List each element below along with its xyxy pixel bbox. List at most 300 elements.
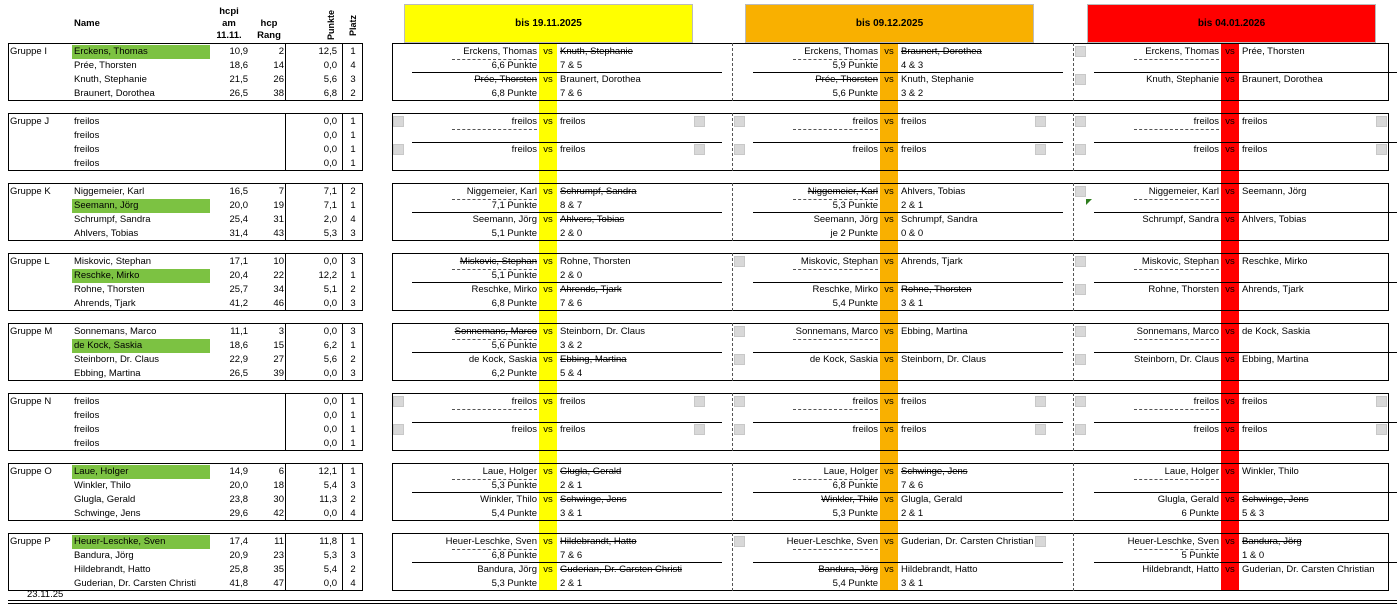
match-player-right[interactable]: Schwinge, Jens (560, 494, 627, 505)
player-name[interactable]: freilos (74, 116, 100, 127)
player-platz: 1 (350, 438, 356, 449)
match-player-left[interactable]: Heuer-Leschke, Sven (786, 536, 878, 547)
player-name[interactable]: Reschke, Mirko (72, 269, 210, 283)
player-rang: 46 (273, 298, 284, 309)
round-divider (732, 253, 733, 311)
match-player-left[interactable]: de Kock, Saskia (468, 354, 537, 365)
player-name[interactable]: Erckens, Thomas (72, 45, 210, 59)
match-player-left[interactable]: freilos (852, 424, 878, 435)
player-name[interactable]: Steinborn, Dr. Claus (74, 354, 160, 365)
player-punkte: 12,5 (318, 46, 337, 57)
player-punkte: 0,0 (323, 438, 337, 449)
player-hcpi (212, 423, 248, 437)
round-divider (1073, 393, 1074, 451)
player-name[interactable]: Hildebrandt, Hatto (74, 564, 151, 575)
player-name[interactable]: freilos (74, 410, 100, 421)
round-divider (1073, 113, 1074, 171)
vs-label: vs (884, 116, 894, 127)
player-rang (254, 437, 284, 451)
vs-label: vs (543, 144, 553, 155)
vs-label: vs (543, 74, 553, 85)
player-platz: 1 (350, 46, 356, 57)
vs-label: vs (543, 396, 553, 407)
match-checkbox-right[interactable] (1376, 144, 1387, 155)
player-hcpi (212, 437, 248, 451)
match-player-right[interactable]: freilos (901, 396, 927, 407)
player-punkte: 2,0 (323, 214, 337, 225)
player-rang: 34 (273, 284, 284, 295)
player-hcpi: 26,5 (229, 88, 248, 99)
vs-label: vs (1225, 564, 1235, 575)
player-name[interactable]: Guderian, Dr. Carsten Christi (74, 578, 196, 589)
match-points: 6,8 Punkte (832, 480, 878, 491)
match-player-right[interactable]: Glugla, Gerald (901, 494, 963, 505)
vs-label: vs (1225, 536, 1235, 547)
player-hcpi: 23,8 (229, 494, 248, 505)
match-player-right[interactable]: Braunert, Dorothea (1242, 74, 1323, 85)
player-rang: 14 (273, 60, 284, 71)
match-player-left[interactable]: Seemann, Jörg (813, 214, 878, 225)
player-platz: 3 (350, 480, 356, 491)
player-platz: 1 (350, 130, 356, 141)
match-player-right[interactable]: Steinborn, Dr. Claus (901, 354, 987, 365)
match-checkbox-right[interactable] (1376, 116, 1387, 127)
player-platz: 1 (350, 340, 356, 351)
player-name[interactable]: Heuer-Leschke, Sven (72, 535, 210, 549)
player-platz: 2 (350, 354, 356, 365)
match-player-left[interactable]: freilos (511, 144, 537, 155)
match-player-right[interactable]: Schwinge, Jens (1242, 494, 1309, 505)
match-points: 6,2 Punkte (491, 368, 537, 379)
match-player-left[interactable]: freilos (852, 396, 878, 407)
match-checkbox[interactable] (734, 396, 745, 407)
round-divider (1073, 43, 1074, 101)
match-checkbox[interactable] (1075, 256, 1086, 267)
match-player-left[interactable]: Laue, Holger (1164, 466, 1219, 477)
match-checkbox[interactable] (734, 424, 745, 435)
match-points: 6,8 Punkte (491, 550, 537, 561)
vs-label: vs (543, 466, 553, 477)
player-hcpi: 10,9 (229, 46, 248, 57)
match-checkbox[interactable] (734, 116, 745, 127)
match-checkbox-right[interactable] (694, 144, 705, 155)
match-player-right[interactable]: Schrumpf, Sandra (901, 214, 978, 225)
match-checkbox[interactable] (1075, 326, 1086, 337)
match-player-left[interactable]: Miskovic, Stephan (1141, 256, 1219, 267)
match-separator-dashed (793, 59, 878, 60)
player-punkte: 12,1 (318, 466, 337, 477)
match-player-right[interactable]: Bandura, Jörg (1242, 536, 1302, 547)
vs-label: vs (1225, 256, 1235, 267)
vs-label: vs (884, 466, 894, 477)
match-player-right[interactable]: Ahlvers, Tobias (1242, 214, 1307, 225)
player-name[interactable]: Braunert, Dorothea (74, 88, 155, 99)
match-player-right[interactable]: Knuth, Stephanie (901, 74, 974, 85)
match-player-right[interactable]: freilos (560, 396, 586, 407)
match-separator-dashed (452, 199, 537, 200)
match-points: 5,9 Punkte (832, 60, 878, 71)
player-hcpi: 20,4 (229, 270, 248, 281)
player-name[interactable]: Schwinge, Jens (74, 508, 141, 519)
match-player-left[interactable]: freilos (511, 116, 537, 127)
match-player-right[interactable]: Guderian, Dr. Carsten Christi (560, 564, 682, 575)
match-player-left[interactable]: freilos (1193, 424, 1219, 435)
match-points: 5,3 Punkte (832, 200, 878, 211)
player-name[interactable]: Ahrends, Tjark (74, 298, 136, 309)
match-score: 4 & 3 (901, 60, 924, 71)
match-player-left[interactable]: Schrumpf, Sandra (1142, 214, 1219, 225)
vs-label: vs (884, 424, 894, 435)
match-score: 5 & 4 (560, 368, 583, 379)
match-player-left[interactable]: Winkler, Thilo (480, 494, 537, 505)
match-separator-dashed (1134, 59, 1219, 60)
match-player-left[interactable]: Rohne, Thorsten (1148, 284, 1219, 295)
match-player-right[interactable]: Ahrends, Tjark (901, 256, 963, 267)
match-player-left[interactable]: Reschke, Mirko (471, 284, 537, 295)
match-player-left[interactable]: Erckens, Thomas (463, 46, 537, 57)
match-player-left[interactable]: freilos (511, 424, 537, 435)
match-player-left[interactable]: Erckens, Thomas (1145, 46, 1219, 57)
player-name[interactable]: freilos (74, 396, 100, 407)
match-checkbox-right[interactable] (694, 396, 705, 407)
match-player-left[interactable]: Sonnemans, Marco (795, 326, 878, 337)
match-checkbox[interactable] (393, 396, 404, 407)
match-checkbox[interactable] (393, 144, 404, 155)
player-punkte: 5,3 (323, 550, 337, 561)
player-hcpi: 21,5 (229, 74, 248, 85)
player-platz: 3 (350, 368, 356, 379)
match-player-left[interactable]: Reschke, Mirko (812, 284, 878, 295)
match-checkbox-right[interactable] (1376, 424, 1387, 435)
match-player-right[interactable]: Hildebrandt, Hatto (901, 564, 978, 575)
player-name[interactable]: Seemann, Jörg (72, 199, 210, 213)
player-punkte: 0,0 (323, 116, 337, 127)
player-name[interactable]: Knuth, Stephanie (74, 74, 147, 85)
match-player-left[interactable]: Laue, Holger (823, 466, 878, 477)
player-punkte: 5,3 (323, 228, 337, 239)
player-punkte: 5,1 (323, 284, 337, 295)
header-punkte: Punkte (326, 9, 336, 40)
player-platz: 1 (350, 466, 356, 477)
match-player-right[interactable]: Ebbing, Martina (901, 326, 968, 337)
match-separator-dashed (452, 479, 537, 480)
player-name[interactable]: freilos (74, 144, 100, 155)
header-name: Name (74, 18, 100, 29)
match-player-right[interactable]: freilos (901, 116, 927, 127)
round-divider (732, 463, 733, 521)
match-checkbox[interactable] (1075, 186, 1086, 197)
group-name: Gruppe P (10, 536, 51, 547)
player-hcpi (212, 129, 248, 143)
match-checkbox-right[interactable] (1376, 396, 1387, 407)
match-player-right[interactable]: Winkler, Thilo (1242, 466, 1299, 477)
match-player-right[interactable]: Ebbing, Martina (560, 354, 627, 365)
match-player-right[interactable]: Hildebrandt, Hatto (560, 536, 637, 547)
player-name[interactable]: Bandura, Jörg (74, 550, 134, 561)
round-banner: bis 04.01.2026 (1087, 4, 1376, 43)
match-player-right[interactable]: freilos (560, 424, 586, 435)
match-player-right[interactable]: Braunert, Dorothea (901, 46, 982, 57)
match-checkbox[interactable] (734, 256, 745, 267)
match-player-right[interactable]: freilos (1242, 424, 1268, 435)
match-checkbox[interactable] (393, 116, 404, 127)
match-score: 1 & 0 (1242, 550, 1265, 561)
match-points: 5,4 Punkte (491, 508, 537, 519)
match-player-left[interactable]: freilos (1193, 144, 1219, 155)
match-player-right[interactable]: Schwinge, Jens (901, 466, 968, 477)
match-player-left[interactable]: Sonnemans, Marco (1136, 326, 1219, 337)
match-score: 2 & 1 (901, 200, 924, 211)
match-checkbox[interactable] (393, 424, 404, 435)
player-platz: 1 (350, 396, 356, 407)
round-divider (732, 43, 733, 101)
match-player-left[interactable]: Seemann, Jörg (472, 214, 537, 225)
match-score: 2 & 0 (560, 228, 583, 239)
match-checkbox[interactable] (734, 326, 745, 337)
match-player-left[interactable]: Erckens, Thomas (804, 46, 878, 57)
player-name[interactable]: Ebbing, Martina (74, 368, 141, 379)
match-checkbox[interactable] (1075, 46, 1086, 57)
match-score: 3 & 1 (560, 508, 583, 519)
match-checkbox[interactable] (1075, 396, 1086, 407)
player-platz: 3 (350, 74, 356, 85)
header-hcpi-line2: am (222, 18, 236, 29)
match-player-left[interactable]: freilos (1193, 396, 1219, 407)
match-player-right[interactable]: Seemann, Jörg (1242, 186, 1307, 197)
vs-label: vs (543, 186, 553, 197)
round-divider (1073, 533, 1074, 591)
player-punkte: 5,6 (323, 74, 337, 85)
player-rang: 2 (278, 46, 284, 57)
match-points: 6,8 Punkte (491, 298, 537, 309)
match-player-left[interactable]: freilos (852, 116, 878, 127)
match-player-left[interactable]: Heuer-Leschke, Sven (1127, 536, 1219, 547)
match-player-left[interactable]: Miskovic, Stephan (459, 256, 537, 267)
match-player-left[interactable]: Niggemeier, Karl (807, 186, 878, 197)
match-checkbox-right[interactable] (694, 116, 705, 127)
vs-label: vs (884, 536, 894, 547)
player-name[interactable]: Ahlvers, Tobias (74, 228, 139, 239)
match-checkbox-right[interactable] (1035, 116, 1046, 127)
vs-label: vs (884, 46, 894, 57)
player-punkte: 6,2 (323, 340, 337, 351)
player-platz: 3 (350, 326, 356, 337)
match-points: 5,3 Punkte (491, 578, 537, 589)
comment-marker-icon (1086, 199, 1092, 205)
group-name: Gruppe M (10, 326, 53, 337)
player-rang: 11 (274, 536, 284, 547)
vs-label: vs (884, 186, 894, 197)
match-player-right[interactable]: Ahrends, Tjark (1242, 284, 1304, 295)
player-platz: 1 (350, 116, 356, 127)
match-player-right[interactable]: Rohne, Thorsten (901, 284, 972, 295)
match-player-right[interactable]: Ebbing, Martina (1242, 354, 1309, 365)
match-player-right[interactable]: de Kock, Saskia (1242, 326, 1311, 337)
player-hcpi: 14,9 (229, 466, 248, 477)
vs-label: vs (1225, 396, 1235, 407)
player-rang (254, 129, 284, 143)
match-checkbox[interactable] (734, 144, 745, 155)
match-checkbox[interactable] (1075, 74, 1086, 85)
match-player-left[interactable]: Prée, Thorsten (474, 74, 537, 85)
player-name[interactable]: Laue, Holger (72, 465, 210, 479)
match-checkbox-right[interactable] (1035, 396, 1046, 407)
match-score: 7 & 6 (560, 550, 583, 561)
match-player-left[interactable]: Prée, Thorsten (815, 74, 878, 85)
vs-label: vs (543, 284, 553, 295)
match-player-left[interactable]: Miskovic, Stephan (800, 256, 878, 267)
match-points: 5,6 Punkte (491, 340, 537, 351)
match-points: 5 Punkte (1181, 550, 1219, 561)
player-name[interactable]: Schrumpf, Sandra (74, 214, 151, 225)
match-player-right[interactable]: Schrumpf, Sandra (560, 186, 637, 197)
player-rang: 27 (273, 354, 284, 365)
match-checkbox-right[interactable] (1035, 536, 1046, 547)
match-separator-dashed (793, 339, 878, 340)
player-hcpi: 18,6 (229, 340, 248, 351)
player-rang: 6 (278, 466, 284, 477)
match-player-left[interactable]: Heuer-Leschke, Sven (445, 536, 537, 547)
player-platz: 2 (350, 88, 356, 99)
match-player-right[interactable]: Guderian, Dr. Carsten Christian (1242, 564, 1375, 575)
player-name[interactable]: freilos (74, 158, 100, 169)
match-player-left[interactable]: Laue, Holger (482, 466, 537, 477)
player-name[interactable]: Sonnemans, Marco (74, 326, 157, 337)
match-player-left[interactable]: Bandura, Jörg (818, 564, 878, 575)
player-name[interactable]: Miskovic, Stephan (74, 256, 152, 267)
match-separator-dashed (452, 129, 537, 130)
match-player-left[interactable]: Sonnemans, Marco (454, 326, 537, 337)
match-checkbox[interactable] (1075, 354, 1086, 365)
match-score: 7 & 6 (560, 298, 583, 309)
round-divider (732, 113, 733, 171)
match-player-right[interactable]: Glugla, Gerald (560, 466, 622, 477)
match-checkbox[interactable] (734, 536, 745, 547)
player-name[interactable]: freilos (74, 130, 100, 141)
player-name[interactable]: Rohne, Thorsten (74, 284, 145, 295)
match-score: 2 & 0 (560, 270, 583, 281)
match-separator-dashed (793, 199, 878, 200)
match-player-right[interactable]: freilos (560, 116, 586, 127)
player-name[interactable]: Winkler, Thilo (74, 480, 131, 491)
match-player-right[interactable]: Ahlvers, Tobias (901, 186, 966, 197)
match-checkbox[interactable] (1075, 284, 1086, 295)
player-platz: 1 (350, 158, 356, 169)
match-score: 3 & 2 (901, 88, 924, 99)
round-divider (1073, 253, 1074, 311)
match-points: je 2 Punkte (830, 228, 878, 239)
round-divider (1073, 463, 1074, 521)
match-checkbox[interactable] (1075, 116, 1086, 127)
match-player-right[interactable]: freilos (901, 144, 927, 155)
player-name[interactable]: freilos (74, 424, 100, 435)
player-platz: 1 (350, 410, 356, 421)
match-player-right[interactable]: Ahrends, Tjark (560, 284, 622, 295)
match-player-right[interactable]: freilos (901, 424, 927, 435)
player-punkte: 0,0 (323, 424, 337, 435)
vs-label: vs (543, 326, 553, 337)
match-player-left[interactable]: Niggemeier, Karl (1148, 186, 1219, 197)
player-hcpi: 25,8 (229, 564, 248, 575)
match-player-left[interactable]: freilos (1193, 116, 1219, 127)
match-player-left[interactable]: Knuth, Stephanie (1146, 74, 1219, 85)
player-name[interactable]: de Kock, Saskia (72, 339, 210, 353)
match-player-right[interactable]: Reschke, Mirko (1242, 256, 1308, 267)
match-points: 6,8 Punkte (491, 88, 537, 99)
player-platz: 2 (350, 494, 356, 505)
match-player-right[interactable]: Guderian, Dr. Carsten Christian (901, 536, 1034, 547)
vs-label: vs (1225, 74, 1235, 85)
player-name[interactable]: Glugla, Gerald (74, 494, 136, 505)
vs-label: vs (884, 494, 894, 505)
match-player-left[interactable]: Glugla, Gerald (1157, 494, 1219, 505)
player-rang: 35 (273, 564, 284, 575)
player-platz: 1 (350, 424, 356, 435)
match-player-right[interactable]: Prée, Thorsten (1242, 46, 1305, 57)
vs-label: vs (884, 214, 894, 225)
match-player-left[interactable]: Steinborn, Dr. Claus (1133, 354, 1219, 365)
match-score: 3 & 1 (901, 578, 924, 589)
vs-label: vs (1225, 466, 1235, 477)
match-player-left[interactable]: Niggemeier, Karl (466, 186, 537, 197)
vs-label: vs (884, 284, 894, 295)
player-punkte: 0,0 (323, 410, 337, 421)
match-player-right[interactable]: freilos (560, 144, 586, 155)
player-hcpi: 17,1 (229, 256, 248, 267)
player-rang: 30 (273, 494, 284, 505)
player-name[interactable]: freilos (74, 438, 100, 449)
match-player-right[interactable]: freilos (1242, 396, 1268, 407)
match-checkbox-right[interactable] (1035, 144, 1046, 155)
match-player-right[interactable]: Knuth, Stephanie (560, 46, 633, 57)
match-checkbox[interactable] (1075, 144, 1086, 155)
vs-label: vs (884, 354, 894, 365)
match-checkbox[interactable] (734, 354, 745, 365)
player-punkte: 5,4 (323, 564, 337, 575)
match-player-right[interactable]: Braunert, Dorothea (560, 74, 641, 85)
player-name[interactable]: Prée, Thorsten (74, 60, 137, 71)
player-punkte: 7,1 (323, 200, 337, 211)
player-rang (254, 143, 284, 157)
player-name[interactable]: Niggemeier, Karl (74, 186, 145, 197)
match-score: 2 & 1 (901, 508, 924, 519)
match-points: 7,1 Punkte (491, 200, 537, 211)
player-hcpi: 17,4 (229, 536, 248, 547)
match-player-right[interactable]: Rohne, Thorsten (560, 256, 631, 267)
match-separator-dashed (452, 339, 537, 340)
match-player-left[interactable]: freilos (852, 144, 878, 155)
header-platz: Platz (348, 14, 358, 36)
match-player-left[interactable]: Winkler, Thilo (821, 494, 878, 505)
match-player-right[interactable]: Ahlvers, Tobias (560, 214, 625, 225)
match-player-right[interactable]: Steinborn, Dr. Claus (560, 326, 646, 337)
match-score: 0 & 0 (901, 228, 924, 239)
match-player-right[interactable]: freilos (1242, 116, 1268, 127)
match-checkbox[interactable] (1075, 424, 1086, 435)
match-player-left[interactable]: Bandura, Jörg (477, 564, 537, 575)
player-platz: 4 (350, 508, 356, 519)
match-player-right[interactable]: freilos (1242, 144, 1268, 155)
player-rang: 3 (278, 326, 284, 337)
match-player-left[interactable]: de Kock, Saskia (809, 354, 878, 365)
header-hcpi-line1: hcpi (219, 6, 239, 17)
match-player-left[interactable]: freilos (511, 396, 537, 407)
match-checkbox-right[interactable] (694, 424, 705, 435)
player-hcpi: 11,1 (230, 326, 248, 337)
header-hcp-line2: Rang (257, 30, 281, 41)
match-checkbox-right[interactable] (1035, 424, 1046, 435)
match-player-left[interactable]: Hildebrandt, Hatto (1142, 564, 1219, 575)
